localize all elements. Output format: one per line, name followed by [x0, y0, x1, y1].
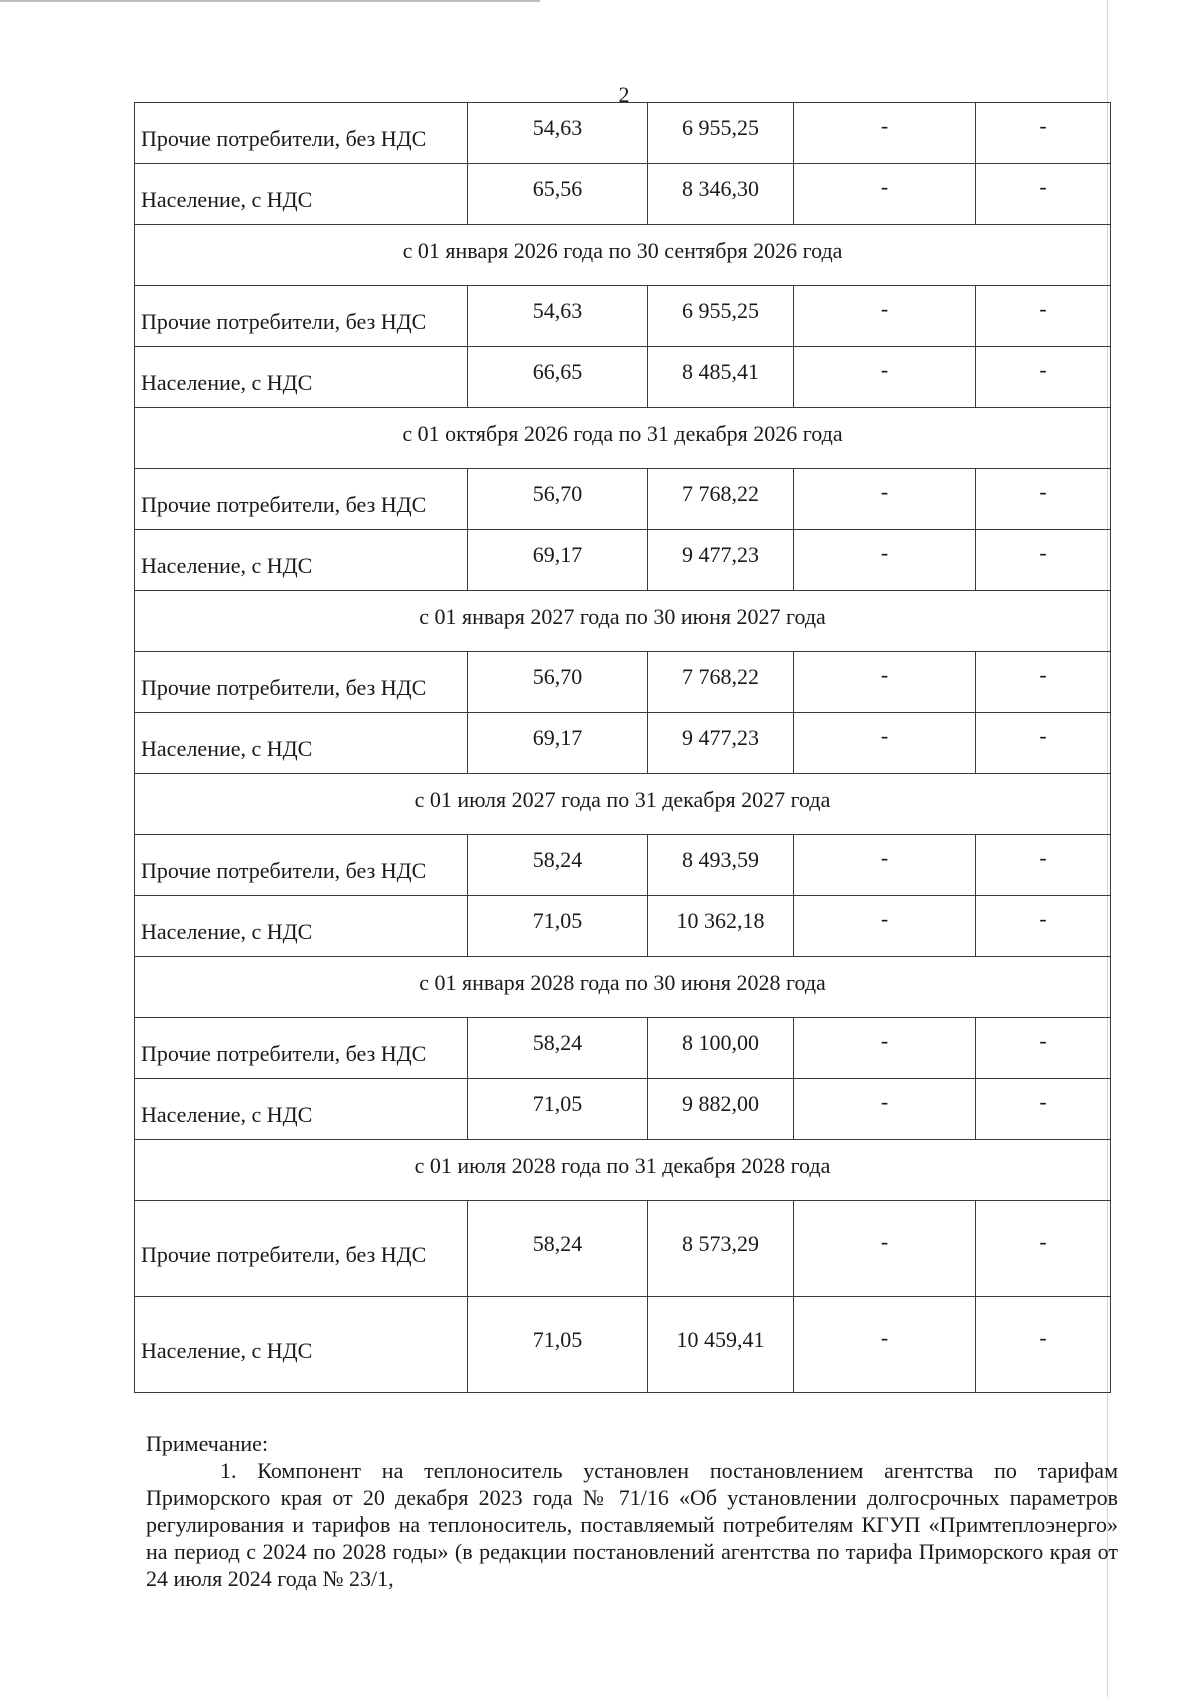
tariff-table	[134, 102, 1111, 1393]
empty-value-cell: -	[976, 286, 1111, 347]
tariff-row	[135, 530, 1111, 591]
tariff-row	[135, 1297, 1111, 1393]
tariff-row	[135, 713, 1111, 774]
consumer-cell: Население, с НДС	[135, 347, 468, 408]
tariff-cell: 8 346,30	[648, 164, 794, 225]
period-row	[135, 225, 1111, 286]
rate-cell: 58,24	[468, 835, 648, 896]
rate-cell: 58,24	[468, 1018, 648, 1079]
period-label: с 01 июля 2027 года по 31 декабря 2027 года	[135, 774, 1111, 835]
note-title: Примечание:	[146, 1431, 269, 1456]
tariff-cell: 6 955,25	[648, 286, 794, 347]
tariff-cell: 8 100,00	[648, 1018, 794, 1079]
consumer-cell: Прочие потребители, без НДС	[135, 1018, 468, 1079]
tariff-cell: 8 485,41	[648, 347, 794, 408]
tariff-cell: 9 477,23	[648, 530, 794, 591]
period-label: с 01 января 2026 года по 30 сентября 2026 года	[135, 225, 1111, 286]
tariff-cell: 6 955,25	[648, 103, 794, 164]
period-label: с 01 января 2028 года по 30 июня 2028 года	[135, 957, 1111, 1018]
period-row	[135, 1140, 1111, 1201]
empty-value-cell: -	[794, 1018, 976, 1079]
period-label: с 01 января 2027 года по 30 июня 2027 года	[135, 591, 1111, 652]
consumer-cell: Население, с НДС	[135, 896, 468, 957]
tariff-cell: 7 768,22	[648, 652, 794, 713]
rate-cell: 69,17	[468, 713, 648, 774]
period-row	[135, 957, 1111, 1018]
empty-value-cell: -	[794, 530, 976, 591]
tariff-cell: 10 362,18	[648, 896, 794, 957]
tariff-row	[135, 1201, 1111, 1297]
tariff-row	[135, 164, 1111, 225]
tariff-cell: 10 459,41	[648, 1297, 794, 1393]
scan-top-line	[0, 0, 540, 2]
rate-cell: 71,05	[468, 1079, 648, 1140]
tariff-row	[135, 286, 1111, 347]
consumer-cell: Прочие потребители, без НДС	[135, 1201, 468, 1297]
consumer-cell: Население, с НДС	[135, 530, 468, 591]
empty-value-cell: -	[794, 1201, 976, 1297]
period-row	[135, 408, 1111, 469]
tariff-cell: 9 882,00	[648, 1079, 794, 1140]
consumer-cell: Прочие потребители, без НДС	[135, 103, 468, 164]
note-section	[146, 1430, 1118, 1592]
consumer-cell: Прочие потребители, без НДС	[135, 835, 468, 896]
empty-value-cell: -	[794, 347, 976, 408]
rate-cell: 56,70	[468, 469, 648, 530]
tariff-row	[135, 347, 1111, 408]
empty-value-cell: -	[976, 1018, 1111, 1079]
empty-value-cell: -	[976, 713, 1111, 774]
period-row	[135, 591, 1111, 652]
empty-value-cell: -	[976, 347, 1111, 408]
consumer-cell: Население, с НДС	[135, 1079, 468, 1140]
tariff-row	[135, 1079, 1111, 1140]
note-paragraph: 1. Компонент на теплоноситель установлен постановлением агентства по тарифам Приморского края от 20 декабря 2023 года № 71/16 «Об установлении долгосрочных параметров регулирования и тарифов на теплоноситель, поставляемый потребителям КГУП «Примтеплоэнерго» на период с 2024 по 2028 годы» (в редакции постановлений агентства по тарифа Приморского края от 24 июля 2024 года № 23/1,	[146, 1458, 1118, 1591]
tariff-row	[135, 1018, 1111, 1079]
rate-cell: 71,05	[468, 896, 648, 957]
empty-value-cell: -	[794, 713, 976, 774]
empty-value-cell: -	[976, 652, 1111, 713]
tariff-table-body	[135, 103, 1111, 1393]
consumer-cell: Прочие потребители, без НДС	[135, 652, 468, 713]
tariff-row	[135, 896, 1111, 957]
tariff-cell: 9 477,23	[648, 713, 794, 774]
empty-value-cell: -	[976, 164, 1111, 225]
empty-value-cell: -	[976, 896, 1111, 957]
empty-value-cell: -	[976, 103, 1111, 164]
tariff-cell: 7 768,22	[648, 469, 794, 530]
empty-value-cell: -	[976, 530, 1111, 591]
rate-cell: 69,17	[468, 530, 648, 591]
rate-cell: 71,05	[468, 1297, 648, 1393]
empty-value-cell: -	[794, 103, 976, 164]
empty-value-cell: -	[794, 286, 976, 347]
rate-cell: 56,70	[468, 652, 648, 713]
tariff-row	[135, 652, 1111, 713]
consumer-cell: Население, с НДС	[135, 713, 468, 774]
empty-value-cell: -	[794, 896, 976, 957]
rate-cell: 54,63	[468, 103, 648, 164]
tariff-row	[135, 103, 1111, 164]
period-row	[135, 774, 1111, 835]
rate-cell: 58,24	[468, 1201, 648, 1297]
empty-value-cell: -	[976, 835, 1111, 896]
page-number: 2	[618, 82, 630, 107]
period-label: с 01 июля 2028 года по 31 декабря 2028 года	[135, 1140, 1111, 1201]
empty-value-cell: -	[794, 469, 976, 530]
rate-cell: 66,65	[468, 347, 648, 408]
tariff-cell: 8 573,29	[648, 1201, 794, 1297]
empty-value-cell: -	[794, 835, 976, 896]
empty-value-cell: -	[976, 1201, 1111, 1297]
consumer-cell: Прочие потребители, без НДС	[135, 286, 468, 347]
period-label: с 01 октября 2026 года по 31 декабря 2026 года	[135, 408, 1111, 469]
empty-value-cell: -	[794, 164, 976, 225]
empty-value-cell: -	[976, 1079, 1111, 1140]
tariff-cell: 8 493,59	[648, 835, 794, 896]
empty-value-cell: -	[794, 652, 976, 713]
empty-value-cell: -	[794, 1297, 976, 1393]
consumer-cell: Прочие потребители, без НДС	[135, 469, 468, 530]
tariff-row	[135, 835, 1111, 896]
empty-value-cell: -	[794, 1079, 976, 1140]
consumer-cell: Население, с НДС	[135, 164, 468, 225]
rate-cell: 54,63	[468, 286, 648, 347]
empty-value-cell: -	[976, 469, 1111, 530]
consumer-cell: Население, с НДС	[135, 1297, 468, 1393]
tariff-row	[135, 469, 1111, 530]
empty-value-cell: -	[976, 1297, 1111, 1393]
rate-cell: 65,56	[468, 164, 648, 225]
